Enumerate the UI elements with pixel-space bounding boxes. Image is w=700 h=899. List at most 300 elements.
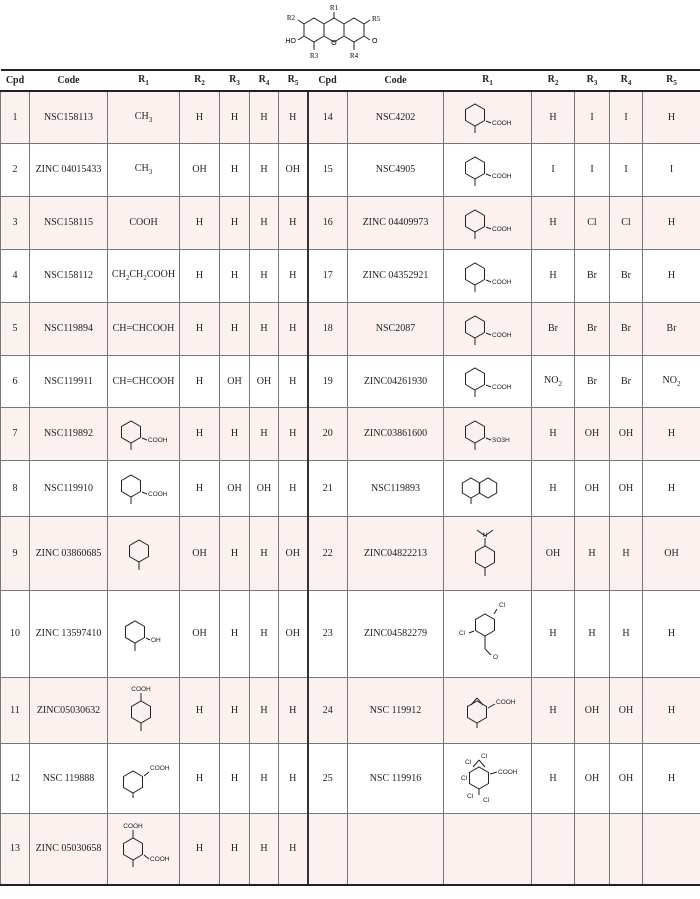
- left-r2-value: H: [195, 111, 204, 123]
- right-r3-value: Br: [587, 375, 597, 387]
- left-r1-cell: [108, 813, 180, 885]
- right-r3-value: I: [590, 111, 594, 123]
- right-code-value: NSC4202: [375, 111, 416, 123]
- left-cpd-cell: [1, 91, 30, 143]
- left-cpd-cell: [1, 196, 30, 249]
- right-r3-cell: [575, 407, 610, 460]
- right-r2-cell: [532, 677, 575, 743]
- left-code-value: ZINC05030632: [36, 704, 101, 716]
- left-r5-cell: [279, 91, 308, 143]
- left-r1-structure: [109, 468, 179, 508]
- right-r5-cell: [643, 407, 700, 460]
- svg-text:COOH: COOH: [149, 855, 169, 863]
- right-cpd-value: 15: [322, 164, 333, 175]
- left-r4-cell: [250, 407, 279, 460]
- table-row: [1, 355, 700, 407]
- left-r2-cell: [180, 407, 220, 460]
- right-cpd-cell: [308, 677, 348, 743]
- left-r4-cell: [250, 143, 279, 196]
- left-r2-value: H: [195, 375, 204, 387]
- col-header: Code: [30, 70, 108, 91]
- left-r2-value: OH: [192, 547, 207, 559]
- left-code-value: NSC119911: [44, 375, 93, 387]
- left-r1-structure: [109, 758, 179, 798]
- left-r4-cell: [250, 249, 279, 302]
- left-r4-value: OH: [256, 482, 272, 494]
- right-r5-value: $NO_2$: [662, 374, 681, 388]
- scaffold-label-o-ring: O: [331, 40, 337, 47]
- left-r4-cell: [250, 590, 279, 677]
- right-r5-value: H: [667, 772, 676, 784]
- right-r3-cell: [575, 355, 610, 407]
- left-code-cell: [30, 143, 108, 196]
- table-row: [1, 407, 700, 460]
- scaffold-label-r2: R2: [286, 14, 295, 22]
- right-r2-cell: [532, 516, 575, 590]
- right-r2-value: $NO_2$: [544, 374, 562, 388]
- left-cpd-cell: [1, 516, 30, 590]
- structure-lines: [123, 771, 149, 798]
- right-r4-cell: [610, 460, 643, 516]
- left-r1-cell: [108, 677, 180, 743]
- left-r3-cell: [220, 590, 250, 677]
- right-r4-value: H: [622, 547, 630, 559]
- left-code-cell: [30, 516, 108, 590]
- right-r3-value: H: [588, 628, 596, 639]
- left-cpd-value: 11: [10, 704, 20, 716]
- right-r2-cell: [532, 355, 575, 407]
- right-r5-value: H: [667, 270, 676, 281]
- right-cpd-value: 18: [322, 323, 333, 334]
- left-r2-cell: [180, 813, 220, 885]
- left-code-cell: [30, 590, 108, 677]
- structure-lines: [465, 104, 491, 133]
- right-r4-cell: [610, 677, 643, 743]
- left-code-cell: [30, 407, 108, 460]
- right-cpd-value: 20: [322, 428, 333, 439]
- right-r3-cell: [575, 590, 610, 677]
- right-r4-value: Br: [621, 375, 631, 387]
- right-cpd-value: 24: [322, 704, 333, 716]
- svg-text:OH: OH: [150, 636, 161, 644]
- left-r5-cell: [279, 249, 308, 302]
- left-r1-structure: [109, 821, 179, 877]
- right-r2-cell: [532, 143, 575, 196]
- left-cpd-cell: [1, 249, 30, 302]
- right-r3-cell: [575, 677, 610, 743]
- right-cpd-cell: [308, 813, 348, 885]
- right-code-cell: [348, 302, 444, 355]
- left-r4-cell: [250, 677, 279, 743]
- table-row: [1, 813, 700, 885]
- left-r1-value: COOH: [129, 217, 158, 228]
- right-r1-cell: [444, 302, 532, 355]
- right-r4-value: OH: [618, 428, 634, 439]
- left-code-cell: [30, 249, 108, 302]
- right-r3-value: Cl: [587, 217, 597, 228]
- structure-lines: [465, 421, 491, 450]
- left-code-value: ZINC 05030658: [35, 843, 102, 855]
- right-code-cell: [348, 743, 444, 813]
- left-r4-value: H: [260, 628, 268, 639]
- left-r1-value: $CH_3$: [134, 110, 153, 124]
- right-r4-value: OH: [618, 704, 634, 716]
- left-r3-value: H: [230, 628, 239, 639]
- right-r2-value: H: [549, 428, 557, 439]
- right-r4-cell: [610, 196, 643, 249]
- left-cpd-value: 4: [12, 270, 18, 281]
- table-body: [1, 91, 700, 885]
- right-code-value: NSC2087: [375, 323, 416, 334]
- right-r3-cell: [575, 143, 610, 196]
- left-r3-cell: [220, 677, 250, 743]
- left-r4-value: H: [260, 428, 268, 439]
- left-r4-cell: [250, 91, 279, 143]
- right-code-cell: [348, 590, 444, 677]
- svg-text:COOH: COOH: [491, 120, 511, 128]
- left-r2-value: OH: [192, 164, 207, 175]
- left-r2-cell: [180, 91, 220, 143]
- left-r2-cell: [180, 143, 220, 196]
- right-r5-cell: [643, 743, 700, 813]
- left-r4-cell: [250, 355, 279, 407]
- left-cpd-value: 3: [12, 217, 18, 228]
- right-r5-cell: [643, 460, 700, 516]
- right-r5-cell: [643, 196, 700, 249]
- left-r4-cell: [250, 743, 279, 813]
- left-r1-cell: [108, 407, 180, 460]
- left-r1-cell: [108, 590, 180, 677]
- right-r4-value: OH: [618, 482, 634, 494]
- table-row: [1, 516, 700, 590]
- left-r5-cell: [279, 196, 308, 249]
- left-r5-cell: [279, 460, 308, 516]
- svg-text:N: N: [482, 532, 487, 539]
- left-r5-value: OH: [285, 547, 300, 559]
- left-r4-value: H: [260, 843, 268, 855]
- table-row: [1, 91, 700, 143]
- left-code-cell: [30, 743, 108, 813]
- left-r5-value: H: [289, 217, 297, 228]
- right-r4-cell: [610, 91, 643, 143]
- left-cpd-cell: [1, 677, 30, 743]
- right-code-cell: [348, 677, 444, 743]
- col-header: Cpd: [1, 70, 30, 91]
- left-r4-cell: [250, 196, 279, 249]
- left-r5-value: H: [289, 843, 297, 855]
- right-r1-structure: [453, 97, 523, 137]
- left-r4-value: H: [260, 547, 268, 559]
- left-cpd-value: 13: [10, 843, 20, 855]
- left-r1-cell: [108, 516, 180, 590]
- right-r1-structure: [453, 361, 523, 401]
- right-r5-cell: [643, 677, 700, 743]
- left-r2-value: H: [195, 482, 204, 494]
- left-r3-cell: [220, 355, 250, 407]
- right-code-value: ZINC04822213: [363, 547, 428, 559]
- right-r1-cell: [444, 743, 532, 813]
- left-r3-value: H: [230, 704, 239, 716]
- left-r5-value: H: [289, 482, 297, 494]
- table-row: [1, 196, 700, 249]
- right-code-cell: [348, 516, 444, 590]
- right-r1-cell: [444, 677, 532, 743]
- col-header: Code: [348, 70, 444, 91]
- left-code-value: NSC158115: [43, 217, 94, 228]
- left-cpd-value: 5: [12, 323, 18, 334]
- left-cpd-value: 9: [12, 547, 18, 559]
- col-header: $R_3$: [220, 70, 250, 91]
- left-r3-cell: [220, 196, 250, 249]
- right-code-cell: [348, 249, 444, 302]
- left-r4-cell: [250, 516, 279, 590]
- structure-lines: [465, 157, 491, 186]
- left-r5-value: OH: [285, 164, 300, 175]
- left-code-cell: [30, 196, 108, 249]
- right-r2-cell: [532, 813, 575, 885]
- right-r2-value: H: [549, 628, 557, 639]
- right-r5-value: Br: [666, 323, 677, 334]
- svg-text:COOH: COOH: [491, 172, 511, 180]
- right-cpd-cell: [308, 460, 348, 516]
- left-cpd-value: 1: [12, 111, 18, 123]
- structure-lines: [465, 210, 491, 239]
- left-r3-value: H: [230, 323, 239, 334]
- right-r4-value: I: [624, 164, 628, 175]
- right-r2-cell: [532, 249, 575, 302]
- right-r2-cell: [532, 460, 575, 516]
- col-header: $R_5$: [643, 70, 700, 91]
- table-row: [1, 143, 700, 196]
- scaffold-label-o-keto: O: [372, 38, 378, 45]
- left-r1-value: CH=CHCOOH: [112, 375, 175, 387]
- left-code-value: ZINC 04015433: [35, 164, 102, 175]
- table-row: [1, 460, 700, 516]
- structure-lines: [131, 693, 150, 731]
- left-r5-cell: [279, 743, 308, 813]
- right-r3-value: OH: [584, 482, 600, 494]
- structure-lines: [123, 830, 149, 867]
- left-r5-value: H: [289, 111, 297, 123]
- svg-text:COOH: COOH: [497, 769, 517, 776]
- left-r4-cell: [250, 460, 279, 516]
- col-header: $R_1$: [108, 70, 180, 91]
- svg-text:COOH: COOH: [130, 686, 151, 693]
- left-r3-cell: [220, 407, 250, 460]
- right-cpd-cell: [308, 407, 348, 460]
- left-r3-cell: [220, 91, 250, 143]
- left-r3-value: H: [230, 217, 239, 228]
- right-r3-cell: [575, 743, 610, 813]
- left-r1-cell: [108, 460, 180, 516]
- right-r4-cell: [610, 302, 643, 355]
- left-r2-value: H: [195, 704, 204, 716]
- right-r4-value: Br: [621, 270, 631, 281]
- right-cpd-value: 22: [322, 547, 333, 559]
- structure-lines: [467, 698, 495, 728]
- right-r4-value: Cl: [621, 217, 631, 228]
- right-cpd-cell: [308, 91, 348, 143]
- left-r1-cell: [108, 355, 180, 407]
- right-r5-cell: [643, 590, 700, 677]
- right-r4-cell: [610, 813, 643, 885]
- left-cpd-value: 10: [10, 628, 20, 639]
- structure-lines: [129, 540, 148, 570]
- right-r5-value: H: [667, 482, 676, 494]
- right-cpd-value: 17: [322, 270, 333, 281]
- left-r5-value: H: [289, 772, 297, 784]
- left-r3-cell: [220, 460, 250, 516]
- right-cpd-cell: [308, 249, 348, 302]
- left-r5-cell: [279, 590, 308, 677]
- right-code-value: ZINC03861600: [363, 428, 428, 439]
- left-r4-cell: [250, 813, 279, 885]
- col-header: $R_4$: [610, 70, 643, 91]
- right-r1-structure: [453, 150, 523, 190]
- col-header: $R_1$: [444, 70, 532, 91]
- right-r1-cell: [444, 249, 532, 302]
- svg-text:COOH: COOH: [147, 436, 167, 444]
- right-r3-value: Br: [587, 323, 597, 334]
- right-r2-cell: [532, 302, 575, 355]
- structure-lines: [121, 421, 147, 450]
- left-r3-cell: [220, 143, 250, 196]
- right-r2-cell: [532, 196, 575, 249]
- left-r5-value: H: [289, 270, 297, 281]
- right-r1-cell: [444, 355, 532, 407]
- right-r4-cell: [610, 355, 643, 407]
- svg-text:COOH: COOH: [495, 699, 515, 706]
- left-cpd-value: 8: [12, 482, 18, 494]
- left-r1-structure: [109, 684, 179, 736]
- right-r4-value: Br: [621, 323, 631, 334]
- right-r3-value: OH: [584, 428, 600, 439]
- right-r1-structure: [453, 750, 523, 806]
- table-row: [1, 677, 700, 743]
- right-r3-cell: [575, 196, 610, 249]
- left-r3-value: H: [230, 164, 239, 175]
- left-code-value: NSC119894: [43, 323, 94, 334]
- svg-text:COOH: COOH: [491, 278, 511, 286]
- right-r5-value: H: [667, 217, 676, 228]
- right-cpd-cell: [308, 743, 348, 813]
- left-code-value: NSC158113: [43, 111, 94, 123]
- left-r1-structure: [109, 414, 179, 454]
- right-r5-value: H: [667, 628, 676, 639]
- left-r4-value: H: [260, 704, 268, 716]
- left-r5-cell: [279, 677, 308, 743]
- right-cpd-cell: [308, 143, 348, 196]
- right-r5-cell: [643, 91, 700, 143]
- svg-text:Cl: Cl: [458, 629, 465, 637]
- left-r3-value: OH: [227, 375, 242, 387]
- right-cpd-value: 23: [322, 628, 333, 639]
- left-cpd-cell: [1, 143, 30, 196]
- right-r1-structure: [453, 309, 523, 349]
- right-code-cell: [348, 407, 444, 460]
- right-cpd-value: 21: [322, 482, 333, 494]
- left-r5-cell: [279, 516, 308, 590]
- left-r2-cell: [180, 302, 220, 355]
- left-r2-cell: [180, 516, 220, 590]
- left-r5-cell: [279, 355, 308, 407]
- right-r1-structure: [453, 597, 523, 671]
- left-cpd-cell: [1, 743, 30, 813]
- left-cpd-cell: [1, 407, 30, 460]
- left-r1-cell: [108, 743, 180, 813]
- left-r4-value: H: [260, 270, 268, 281]
- right-r2-cell: [532, 590, 575, 677]
- right-r2-value: H: [549, 217, 557, 228]
- left-r2-cell: [180, 677, 220, 743]
- right-r1-cell: [444, 590, 532, 677]
- right-r1-structure: [453, 523, 523, 583]
- right-r1-structure: [453, 256, 523, 296]
- left-r3-cell: [220, 516, 250, 590]
- svg-text:Cl: Cl: [466, 793, 473, 800]
- col-header: $R_3$: [575, 70, 610, 91]
- left-code-cell: [30, 460, 108, 516]
- left-code-value: NSC119910: [43, 482, 94, 494]
- right-r4-cell: [610, 407, 643, 460]
- left-r4-value: H: [260, 772, 268, 784]
- right-code-value: ZINC 04409973: [362, 217, 429, 228]
- right-r2-value: H: [549, 704, 557, 716]
- right-r5-value: H: [667, 704, 676, 716]
- left-r5-value: H: [289, 375, 297, 387]
- right-r5-cell: [643, 516, 700, 590]
- svg-text:SO3H: SO3H: [491, 436, 510, 444]
- right-r2-cell: [532, 743, 575, 813]
- right-code-cell: [348, 460, 444, 516]
- svg-text:Cl: Cl: [464, 759, 471, 766]
- left-r2-cell: [180, 196, 220, 249]
- right-code-value: NSC4905: [375, 164, 416, 175]
- right-r2-value: I: [551, 164, 555, 175]
- table-row: [1, 743, 700, 813]
- left-r5-cell: [279, 302, 308, 355]
- left-r2-value: OH: [192, 628, 207, 639]
- left-r3-value: H: [230, 547, 239, 559]
- svg-text:COOH: COOH: [491, 225, 511, 233]
- left-r1-value: $CH_2CH_2COOH$: [111, 269, 176, 282]
- right-r3-value: OH: [584, 704, 600, 716]
- left-r5-value: H: [289, 323, 297, 334]
- right-r4-cell: [610, 590, 643, 677]
- right-r1-structure: [453, 414, 523, 454]
- table-row: [1, 249, 700, 302]
- right-cpd-cell: [308, 302, 348, 355]
- right-r3-cell: [575, 91, 610, 143]
- right-code-value: NSC 119916: [369, 772, 422, 784]
- left-r3-cell: [220, 743, 250, 813]
- left-r2-value: H: [195, 772, 204, 784]
- left-code-cell: [30, 91, 108, 143]
- right-code-cell: [348, 355, 444, 407]
- structure-lines: [121, 475, 147, 504]
- right-r3-cell: [575, 516, 610, 590]
- left-r1-structure: [109, 533, 179, 573]
- left-r2-value: H: [195, 843, 204, 855]
- left-r2-cell: [180, 355, 220, 407]
- right-r3-cell: [575, 813, 610, 885]
- left-r3-value: H: [230, 428, 239, 439]
- right-r5-cell: [643, 143, 700, 196]
- left-cpd-value: 7: [12, 428, 18, 439]
- compound-table: [0, 69, 700, 886]
- right-r4-value: H: [622, 628, 630, 639]
- svg-text:COOH: COOH: [491, 384, 511, 391]
